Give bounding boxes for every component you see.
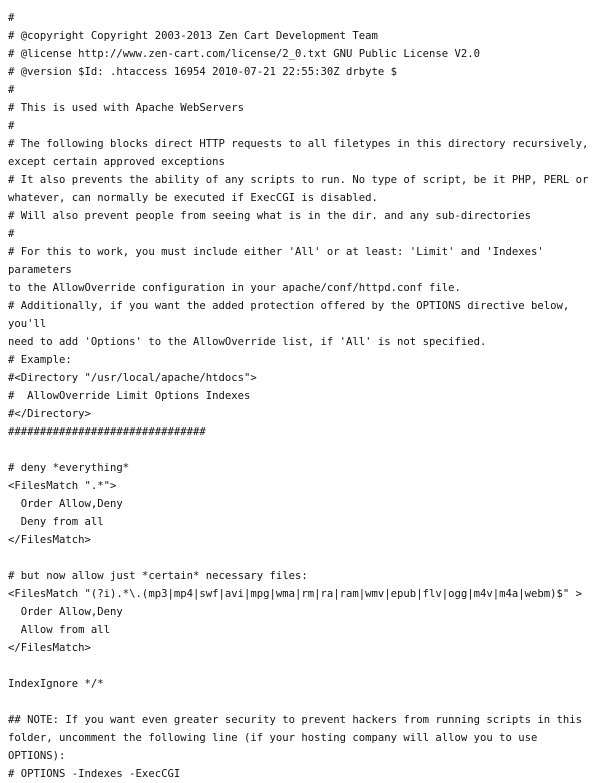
code-line: </FilesMatch> xyxy=(8,642,91,654)
blank-line xyxy=(8,657,600,675)
code-line: Deny from all xyxy=(8,516,104,528)
code-line: # but now allow just *certain* necessary files: xyxy=(8,570,308,582)
code-line: </FilesMatch> xyxy=(8,534,91,546)
code-line: # xyxy=(8,120,15,132)
code-line: # xyxy=(8,12,15,24)
code-line: # deny *everything* xyxy=(8,462,130,474)
code-line: # This is used with Apache WebServers xyxy=(8,102,244,114)
code-line: ############################### xyxy=(8,426,206,438)
code-line: # Will also prevent people from seeing what is in the dir. and any sub-directories xyxy=(8,210,531,222)
code-line: # xyxy=(8,228,15,240)
code-line: # For this to work, you must include either 'All' or at least: 'Limit' and 'Indexes' parameters xyxy=(8,246,551,276)
code-line: # AllowOverride Limit Options Indexes xyxy=(8,390,251,402)
code-line: # @version $Id: .htaccess 16954 2010-07-21 22:55:30Z drbyte $ xyxy=(8,66,398,78)
code-line: #<Directory "/usr/local/apache/htdocs"> xyxy=(8,372,257,384)
code-line: # xyxy=(8,84,15,96)
code-line: need to add 'Options' to the AllowOverride list, if 'All' is not specified. xyxy=(8,336,487,348)
code-line: folder, uncomment the following line (if your hosting company will allow you to use OPTIONS): xyxy=(8,732,544,762)
code-line: ## NOTE: If you want even greater security to prevent hackers from running scripts in this xyxy=(8,714,583,726)
code-line: # Additionally, if you want the added protection offered by the OPTIONS directive below, you'll xyxy=(8,300,576,330)
code-line: Allow from all xyxy=(8,624,111,636)
code-line: <FilesMatch ".*"> xyxy=(8,480,117,492)
code-line: <FilesMatch "(?i).*\.(mp3|mp4|swf|avi|mpg|wma|rm|ra|ram|wmv|epub|flv|ogg|m4v|m4a|webm)$" > xyxy=(8,588,583,600)
code-line: # @license http://www.zen-cart.com/license/2_0.txt GNU Public License V2.0 xyxy=(8,48,480,60)
code-line: # The following blocks direct HTTP requests to all filetypes in this directory recursively, xyxy=(8,138,589,150)
code-line: # OPTIONS -Indexes -ExecCGI xyxy=(8,768,181,780)
blank-line xyxy=(8,441,600,459)
code-line: whatever, can normally be executed if ExecCGI is disabled. xyxy=(8,192,378,204)
blank-line xyxy=(8,549,600,567)
code-line: # It also prevents the ability of any scripts to run. No type of script, be it PHP, PERL or xyxy=(8,174,589,186)
code-line: IndexIgnore */* xyxy=(8,678,104,690)
blank-line xyxy=(8,693,600,711)
code-line: # @copyright Copyright 2003-2013 Zen Cart Development Team xyxy=(8,30,378,42)
code-line: # Example: xyxy=(8,354,72,366)
code-line: to the AllowOverride configuration in your apache/conf/httpd.conf file. xyxy=(8,282,461,294)
code-line: except certain approved exceptions xyxy=(8,156,225,168)
code-line: #</Directory> xyxy=(8,408,91,420)
code-line: Order Allow,Deny xyxy=(8,498,123,510)
code-line: Order Allow,Deny xyxy=(8,606,123,618)
